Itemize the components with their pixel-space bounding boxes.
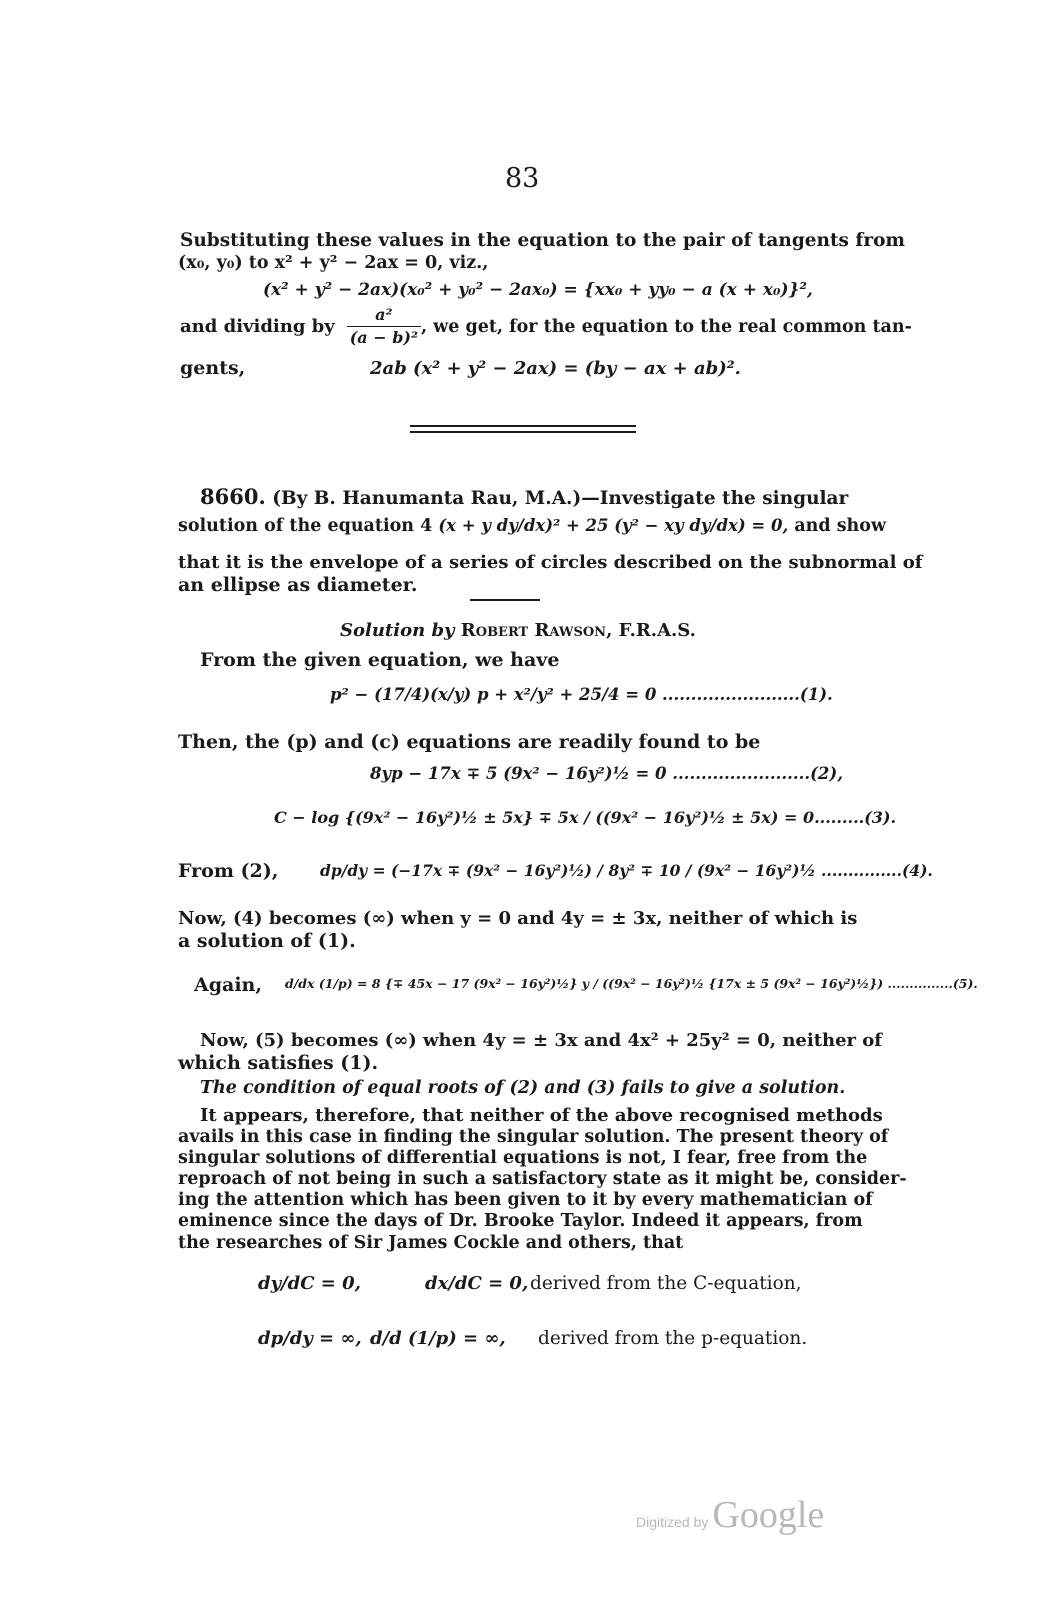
solution-line-7: The condition of equal roots of (2) and (3) fails to give a solution. [200,1078,846,1098]
fraction-numerator: a² [347,304,421,327]
double-rule-top [410,425,636,427]
problem-line2 [178,516,886,536]
solution-equation-1: p² − (17/4)(x/y) p + x²/y² + 25/4 = 0 ........................(1). [330,685,833,704]
solution-eq4-label: From (2), [178,860,279,882]
problem-line1 [200,484,848,509]
solution-line-4: a solution of (1). [178,930,356,952]
paragraph-line-4: reproach of not being in such a satisfactory state as it might be, consider- [178,1169,907,1189]
para1-fraction [347,304,421,349]
para1-line4: gents, [180,357,246,379]
para1-equation-1: (x² + y² − 2ax)(x₀² + y₀² − 2ax₀) = {xx₀ + yy₀ − a (x + x₀)}², [263,280,813,300]
solution-equation-5: d/dx (1/p) = 8 {∓ 45x − 17 (9x² − 16y²)½} y / ((9x² − 16y²)½ {17x ± 5 (9x² − 16y²)½}) ...............(5). [285,976,978,991]
watermark-small-text: Digitized by [636,1514,709,1530]
solution-line-3: Now, (4) becomes (∞) when y = 0 and 4y = ± 3x, neither of which is [178,908,858,929]
solution-heading [340,620,696,641]
fraction-denominator: (a − b)² [349,328,418,347]
condition-2c: derived from the p-equation. [538,1328,808,1349]
problem-equation: (x + y dy/dx)² + 25 (y² − xy dy/dx) = 0, [438,516,789,535]
solution-line-1: From the given equation, we have [200,649,560,671]
problem-line4: an ellipse as diameter. [178,574,418,596]
problem-line2-pre: solution of the equation 4 [178,516,433,536]
problem-line2-post: and show [794,516,887,536]
para1-line3-pre: and dividing by [180,316,335,337]
para1-line2: (x₀, y₀) to x² + y² − 2ax = 0, viz., [178,253,489,273]
solution-eq5-label: Again, [194,974,262,996]
solution-heading-author: Robert Rawson, F.R.A.S. [460,620,696,641]
paragraph-line-6: eminence since the days of Dr. Brooke Taylor. Indeed it appears, from [178,1211,863,1231]
para1-equation-2: 2ab (x² + y² − 2ax) = (by − ax + ab)². [370,358,741,379]
para1-line1: Substituting these values in the equation to the pair of tangents from [180,230,906,251]
paragraph-line-3: singular solutions of differential equations is not, I fear, free from the [178,1148,868,1168]
problem-number: 8660. [200,484,266,509]
problem-line3: that it is the envelope of a series of circles described on the subnormal of [178,552,923,573]
short-rule [470,599,540,601]
solution-equation-3: C − log {(9x² − 16y²)½ ± 5x} ∓ 5x / ((9x² − 16y²)½ ± 5x) = 0.........(3). [274,808,897,827]
solution-line-2: Then, the (p) and (c) equations are readily found to be [178,731,761,753]
watermark [636,1493,824,1537]
condition-1c: derived from the C-equation, [530,1273,802,1294]
solution-line-5: Now, (5) becomes (∞) when 4y = ± 3x and 4x² + 25y² = 0, neither of [200,1030,883,1051]
problem-author: (By B. Hanumanta Rau, M.A.)—Investigate the singular [272,488,849,509]
solution-equation-4: dp/dy = (−17x ∓ (9x² − 16y²)½) / 8y² ∓ 10 / (9x² − 16y²)½ ...............(4). [320,861,933,880]
condition-1b: dx/dC = 0, [425,1273,529,1294]
double-rule-bottom [410,431,636,433]
solution-equation-2: 8yp − 17x ∓ 5 (9x² − 16y²)½ = 0 ........................(2), [370,764,843,783]
condition-2b: d/d (1/p) = ∞, [370,1328,506,1349]
page-number: 83 [505,163,540,194]
watermark-brand: Google [712,1494,825,1536]
paragraph-line-7: the researches of Sir James Cockle and others, that [178,1233,684,1253]
para1-line3-post: , we get, for the equation to the real common tan- [420,316,912,337]
para1-line3 [180,304,912,349]
paragraph-line-2: avails in this case in finding the singular solution. The present theory of [178,1127,889,1147]
paragraph-line-5: ing the attention which has been given to it by every mathematician of [178,1190,873,1210]
solution-heading-label: Solution by [340,620,455,641]
condition-2a: dp/dy = ∞, [258,1328,362,1349]
solution-line-6: which satisfies (1). [178,1052,379,1074]
paragraph-line-1: It appears, therefore, that neither of the above recognised methods [200,1105,883,1126]
condition-1a: dy/dC = 0, [258,1273,361,1294]
